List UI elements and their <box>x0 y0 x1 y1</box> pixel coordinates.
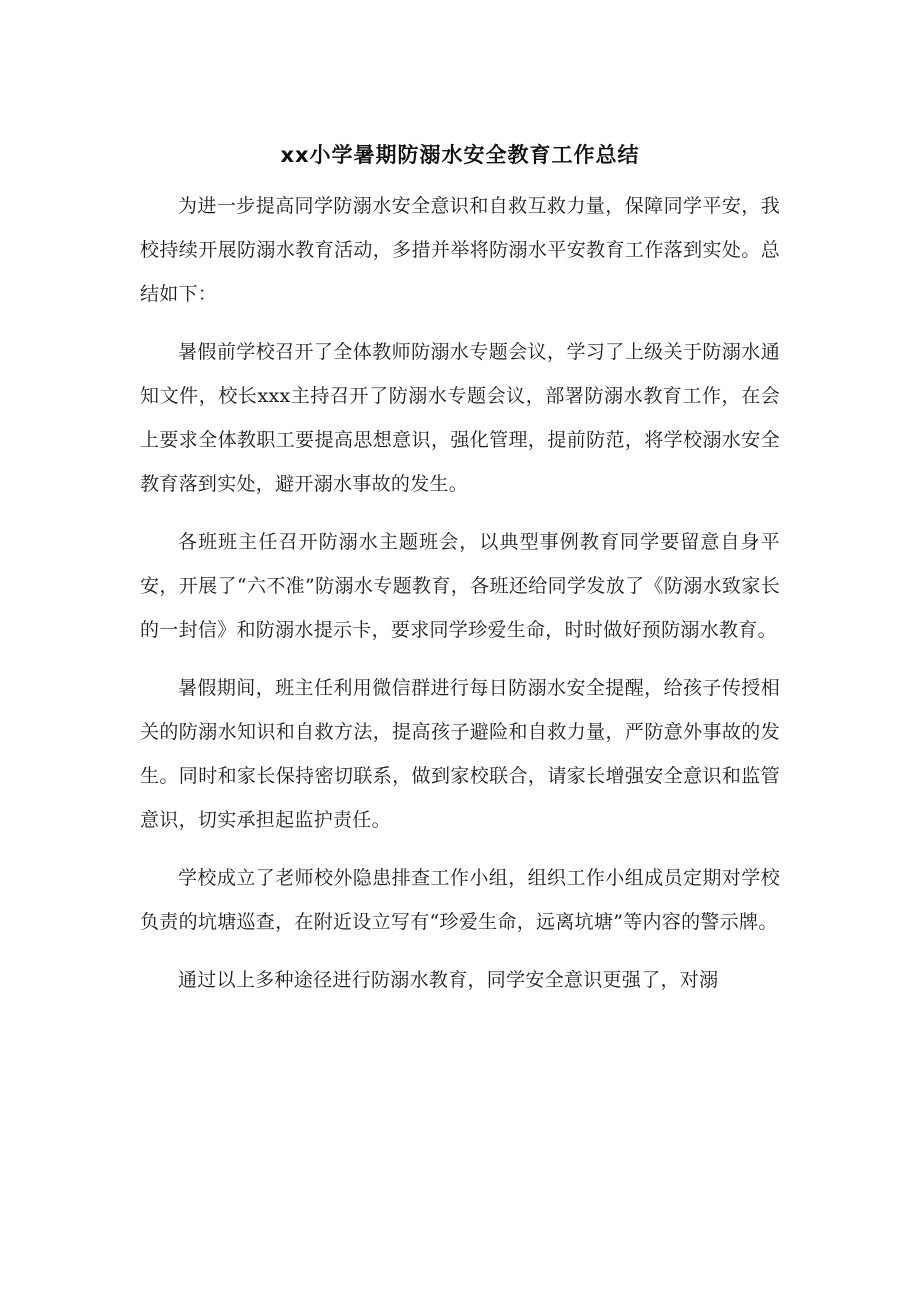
paragraph-intro: 为进一步提高同学防溺水安全意识和自救互救力量，保障同学平安，我校持续开展防溺水教育活动，多措并举将防溺水平安教育工作落到实处。总结如下： <box>140 195 780 305</box>
paragraph-conclusion: 通过以上多种途径进行防溺水教育，同学安全意识更强了，对溺 <box>178 969 719 991</box>
document-title: xx小学暑期防溺水安全教育工作总结 <box>280 143 640 167</box>
paragraph-hazard-inspection: 学校成立了老师校外隐患排查工作小组，组织工作小组成员定期对学校负责的坑塘巡查，在附近设立写有“珍爱生命，远离坑塘”等内容的警示牌。 <box>140 867 780 933</box>
paragraph-teacher-meeting: 暑假前学校召开了全体教师防溺水专题会议，学习了上级关于防溺水通知文件，校长xxx主持召开了防溺水专题会议，部署防溺水教育工作，在会上要求全体教职工要提高思想意识，强化管理，提前防范，将学校溺水安全教育落到实处，避开溺水事故的发生。 <box>140 341 780 495</box>
document-body <box>140 184 780 1002</box>
paragraph-class-meeting: 各班班主任召开防溺水主题班会，以典型事例教育同学要留意自身平安，开展了“六不准”防溺水专题教育，各班还给同学发放了《防溺水致家长的一封信》和防溺水提示卡，要求同学珍爱生命，时时做好预防溺水教育。 <box>140 531 780 641</box>
paragraph-summer-reminders: 暑假期间，班主任利用微信群进行每日防溺水安全提醒，给孩子传授相关的防溺水知识和自救方法，提高孩子避险和自救力量，严防意外事故的发生。同时和家长保持密切联系，做到家校联合，请家长增强安全意识和监管意识，切实承担起监护责任。 <box>140 677 780 831</box>
